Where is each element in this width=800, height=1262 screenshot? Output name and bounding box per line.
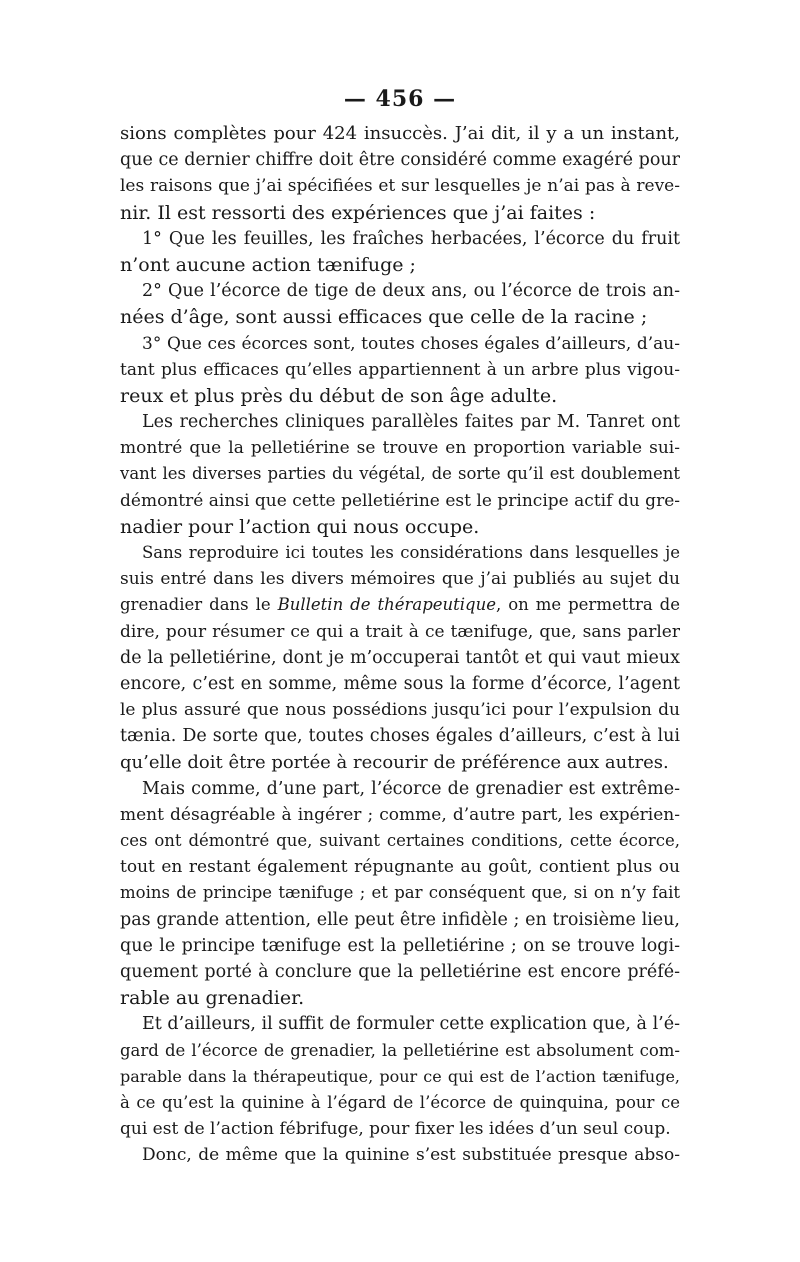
page-number: — 456 — xyxy=(343,86,457,112)
text-line: démontré ainsi que cette pelletiérine est le principe actif du gre- xyxy=(120,490,680,511)
text-line: parable dans la thérapeutique, pour ce qui est de l’action tænifuge, xyxy=(120,1066,680,1086)
text-line: le plus assuré que nous possédions jusqu’ici pour l’expulsion du xyxy=(120,700,680,721)
text-line: Les recherches cliniques parallèles faites par M. Tanret ont xyxy=(142,412,680,433)
text-line: tout en restant également répugnante au goût, contient plus ou xyxy=(120,857,680,878)
text-line: moins de principe tænifuge ; et par conséquent que, si on n’y fait xyxy=(120,883,680,903)
text-line: grenadier dans le Bulletin de thérapeutique, on me permettra de xyxy=(120,595,681,615)
text-line: montré que la pelletiérine se trouve en proportion variable sui- xyxy=(120,438,680,459)
text-line: Mais comme, d’une part, l’écorce de grenadier est extrême- xyxy=(142,778,680,799)
text-line: que ce dernier chiffre doit être considéré comme exagéré pour xyxy=(120,150,680,171)
text-line: nadier pour l’action qui nous occupe. xyxy=(120,515,480,538)
text-line: tænia. De sorte que, toutes choses égales d’ailleurs, c’est à lui xyxy=(120,726,680,747)
text-line: 2° Que l’écorce de tige de deux ans, ou l’écorce de trois an- xyxy=(142,281,680,302)
text-line: sions complètes pour 424 insuccès. J’ai dit, il y a un instant, xyxy=(120,123,680,144)
text-line: dire, pour résumer ce qui a trait à ce tænifuge, que, sans parler xyxy=(120,621,680,642)
text-line: de la pelletiérine, dont je m’occuperai tantôt et qui vaut mieux xyxy=(120,647,680,668)
text-line: Donc, de même que la quinine s’est substituée presque abso- xyxy=(142,1145,680,1166)
text-line: que le principe tænifuge est la pelletiérine ; on se trouve logi- xyxy=(120,935,680,956)
text-line: rable au grenadier. xyxy=(120,987,305,1010)
text-line: nir. Il est ressorti des expériences que j’ai faites : xyxy=(120,201,596,224)
text-line: ces ont démontré que, suivant certaines conditions, cette écorce, xyxy=(120,831,680,851)
text-line: tant plus efficaces qu’elles appartiennent à un arbre plus vigou- xyxy=(120,359,680,380)
text-line: nées d’âge, sont aussi efficaces que celle de la racine ; xyxy=(120,306,648,329)
text-line: vant les diverses parties du végétal, de sorte qu’il est doublement xyxy=(120,464,680,484)
text-line: gard de l’écorce de grenadier, la pelletiérine est absolument com- xyxy=(120,1040,680,1060)
journal-title: Bulletin de thérapeutique xyxy=(277,595,497,615)
text-line: quement porté à conclure que la pelletiérine est encore préfé- xyxy=(120,962,680,982)
text-line: à ce qu’est la quinine à l’égard de l’écorce de quinquina, pour ce xyxy=(120,1092,680,1112)
text-line: 3° Que ces écorces sont, toutes choses égales d’ailleurs, d’au- xyxy=(142,333,680,354)
text-line: suis entré dans les divers mémoires que j’ai publiés au sujet du xyxy=(120,569,680,590)
text-line: ment désagréable à ingérer ; comme, d’autre part, les expérien- xyxy=(120,804,680,825)
text-line: 1° Que les feuilles, les fraîches herbacées, l’écorce du fruit xyxy=(142,228,680,249)
body-text xyxy=(120,121,680,1169)
text-line: les raisons que j’ai spécifiées et sur lesquelles je n’ai pas à reve- xyxy=(120,176,680,197)
text-line: pas grande attention, elle peut être infidèle ; en troisième lieu, xyxy=(120,909,680,930)
text-line: qu’elle doit être portée à recourir de préférence aux autres. xyxy=(120,751,669,773)
text-line: n’ont aucune action tænifuge ; xyxy=(120,253,416,276)
text-line: reux et plus près du début de son âge adulte. xyxy=(120,384,558,407)
text-line: encore, c’est en somme, même sous la forme d’écorce, l’agent xyxy=(120,673,680,694)
text-line: Et d’ailleurs, il suffit de formuler cette explication que, à l’é- xyxy=(142,1014,680,1035)
text-line: qui est de l’action fébrifuge, pour fixer les idées d’un seul coup. xyxy=(120,1119,671,1140)
text-line: Sans reproduire ici toutes les considérations dans lesquelles je xyxy=(142,543,680,562)
